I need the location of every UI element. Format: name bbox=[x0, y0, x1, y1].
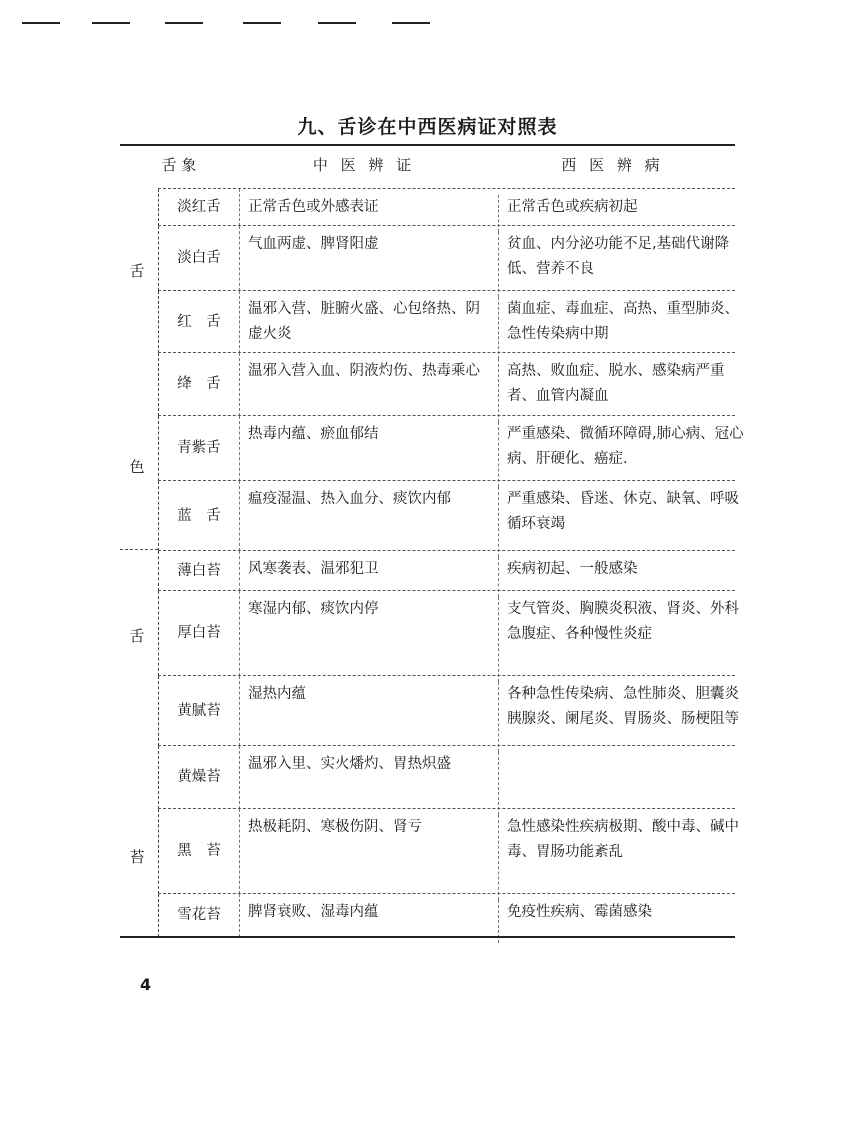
western-diagnosis: 严重感染、微循环障碍,肺心病、冠心病、肝硬化、癌症. bbox=[498, 422, 745, 487]
top-rule bbox=[243, 22, 281, 24]
western-diagnosis: 严重感染、昏迷、休克、缺氧、呼吸循环衰竭 bbox=[498, 487, 745, 557]
tcm-diagnosis: 热极耗阴、寒极伤阴、肾亏 bbox=[248, 819, 422, 835]
western-diagnosis: 正常舌色或疾病初起 bbox=[498, 195, 745, 232]
table-row bbox=[158, 590, 739, 676]
tcm-diagnosis: 气血两虚、脾肾阳虚 bbox=[248, 236, 379, 252]
top-rule bbox=[318, 22, 356, 24]
tcm-diagnosis: 正常舌色或外感表证 bbox=[248, 199, 379, 215]
table-row bbox=[158, 352, 735, 416]
table-row bbox=[158, 745, 735, 809]
table-bottom-rule bbox=[120, 936, 735, 938]
tongue-name: 黄燥苔 bbox=[158, 746, 240, 809]
table-row bbox=[158, 290, 739, 353]
tongue-name: 厚白苔 bbox=[158, 591, 240, 676]
top-rule bbox=[22, 22, 60, 24]
page-number: 4 bbox=[140, 975, 152, 994]
group-label: 舌 bbox=[129, 262, 145, 280]
group-divider bbox=[120, 549, 158, 550]
tcm-diagnosis: 脾肾衰败、湿毒内蕴 bbox=[248, 904, 379, 920]
western-diagnosis: 高热、败血症、脱水、感染病严重者、血管内凝血 bbox=[498, 359, 745, 422]
tcm-diagnosis: 湿热内蕴 bbox=[248, 686, 306, 702]
tcm-diagnosis: 寒湿内郁、痰饮内停 bbox=[248, 601, 379, 617]
tcm-diagnosis: 温邪入里、实火燔灼、胃热炽盛 bbox=[248, 756, 451, 772]
table-row bbox=[158, 893, 735, 937]
header-wm bbox=[490, 146, 735, 182]
tongue-name: 黑 苔 bbox=[158, 809, 240, 894]
tongue-name: 红 舌 bbox=[158, 291, 240, 353]
tongue-name: 淡白舌 bbox=[158, 226, 240, 291]
table-row bbox=[158, 225, 735, 291]
header-tcm bbox=[240, 146, 488, 182]
tcm-diagnosis: 温邪入营、脏腑火盛、心包络热、阴虚火炎 bbox=[248, 301, 480, 342]
table-row bbox=[158, 675, 739, 746]
tcm-diagnosis: 温邪入营入血、阴液灼伤、热毒乘心 bbox=[248, 363, 480, 379]
top-rule bbox=[165, 22, 203, 24]
table-title: 九、舌诊在中西医病证对照表 bbox=[297, 116, 558, 138]
table-row bbox=[158, 550, 735, 591]
group-label: 色 bbox=[129, 458, 145, 476]
header-label: 中 医 辨 证 bbox=[312, 155, 416, 174]
tongue-name: 绛 舌 bbox=[158, 353, 240, 416]
header-tongue bbox=[120, 146, 238, 182]
western-diagnosis bbox=[498, 752, 745, 815]
western-diagnosis: 急性感染性疾病极期、酸中毒、碱中毒、胃肠功能紊乱 bbox=[498, 815, 745, 900]
header-label: 舌 象 bbox=[161, 155, 197, 174]
tcm-diagnosis: 风寒袭表、温邪犯卫 bbox=[248, 561, 379, 577]
group-label: 苔 bbox=[129, 848, 145, 866]
tongue-name: 青紫舌 bbox=[158, 416, 240, 481]
western-diagnosis: 免疫性疾病、霉菌感染 bbox=[498, 900, 745, 943]
tongue-name: 蓝 舌 bbox=[158, 481, 240, 551]
top-rule bbox=[92, 22, 130, 24]
tcm-diagnosis: 瘟疫湿温、热入血分、痰饮内郁 bbox=[248, 491, 451, 507]
western-diagnosis: 菌血症、毒血症、高热、重型肺炎、急性传染病中期 bbox=[498, 297, 745, 359]
tcm-diagnosis: 热毒内蕴、瘀血郁结 bbox=[248, 426, 379, 442]
western-diagnosis: 各种急性传染病、急性肺炎、胆囊炎胰腺炎、阑尾炎、胃肠炎、肠梗阻等 bbox=[498, 682, 745, 752]
tongue-name: 薄白苔 bbox=[158, 551, 240, 591]
tongue-name: 黄腻苔 bbox=[158, 676, 240, 746]
western-diagnosis: 疾病初起、一般感染 bbox=[498, 557, 745, 597]
table-row bbox=[158, 480, 739, 551]
western-diagnosis: 支气管炎、胸膜炎积液、肾炎、外科急腹症、各种慢性炎症 bbox=[498, 597, 745, 682]
tongue-name: 雪花苔 bbox=[158, 894, 240, 937]
top-rule bbox=[392, 22, 430, 24]
table-row bbox=[158, 188, 735, 226]
western-diagnosis: 贫血、内分泌功能不足,基础代谢降低、营养不良 bbox=[498, 232, 745, 297]
tongue-name: 淡红舌 bbox=[158, 189, 240, 226]
table-row bbox=[158, 808, 739, 894]
table-row bbox=[158, 415, 744, 481]
group-label: 舌 bbox=[129, 627, 145, 645]
header-label: 西 医 辨 病 bbox=[561, 155, 664, 174]
